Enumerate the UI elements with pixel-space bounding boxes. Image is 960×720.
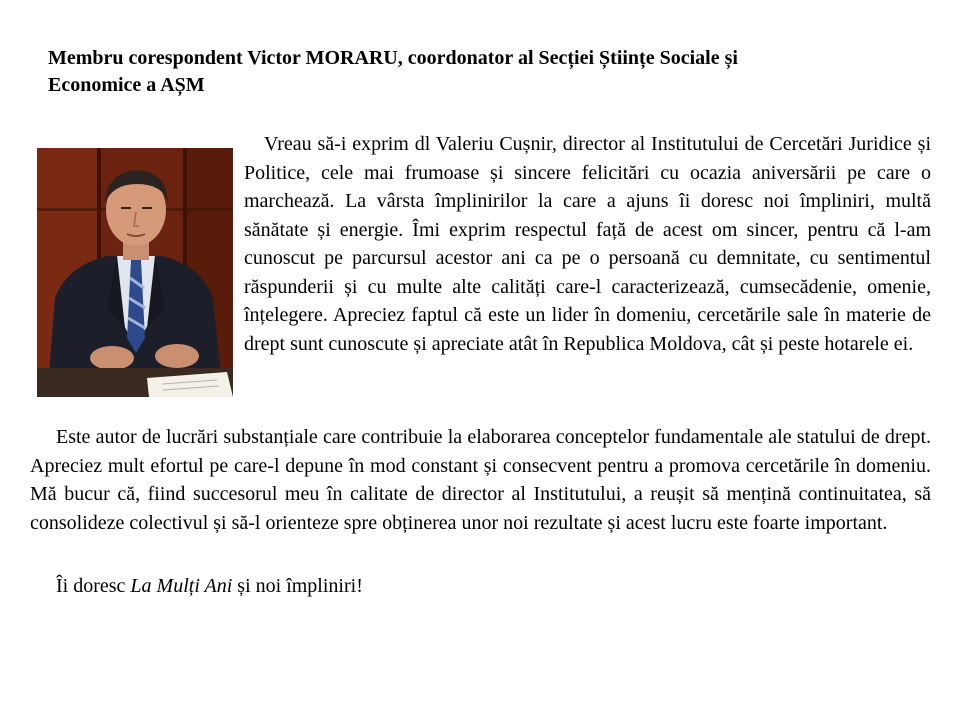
paragraph-2-text: Este autor de lucrări substanțiale care contribuie la elaborarea conceptelor fundamentale ale statului de drept. Apreciez mult efortul pe care-l depune în mod constant și consecvent pentru a promova cercetările în domeniu. Mă bucur că, fiind succesorul meu în calitate de director al Institutului, a reușit să mențină continuitatea, să consolideze colectivul și să-l orienteze spre obținerea unor noi rezultate și acest lucru este foarte important. (30, 426, 931, 534)
paragraph-1-text: Vreau să-i exprim dl Valeriu Cușnir, director al Institutului de Cercetări Juridice și Politice, cele mai frumoase și sincere felicitări cu ocazia aniversării pe care o marchează. La vârsta împlinirilor la care a ajuns îi doresc noi împliniri, multă sănătate și energie. Îmi exprim respectul față de acest om sincer, pentru că l-am cunoscut pe parcursul acestor ani ca pe o persoană cu demnitate, cu sentimentul răspunderii și cu multe alte calități care-l caracterizează, cumsecădenie, omenie, înțelegere. Apreciez faptul că este un lider în domeniu, cercetările sale în materie de drept sunt cunoscute și apreciate atât în Republica Moldova, cât și peste hotarele ei. (244, 133, 931, 355)
paragraph-3-end: și noi împliniri! (232, 575, 363, 597)
portrait-photo (37, 148, 233, 397)
paragraph-3 (30, 572, 931, 601)
heading-line-2: Economice a AȘM (48, 74, 205, 96)
portrait-illustration (37, 148, 233, 397)
paragraph-2 (30, 423, 931, 537)
paragraph-1 (244, 130, 931, 358)
page-heading (48, 45, 908, 99)
paragraph-3-start: Îi doresc (56, 575, 131, 597)
heading-line-1: Membru corespondent Victor MORARU, coordonator al Secției Științe Sociale și (48, 47, 738, 69)
paragraph-3-italic: La Mulți Ani (130, 575, 233, 597)
